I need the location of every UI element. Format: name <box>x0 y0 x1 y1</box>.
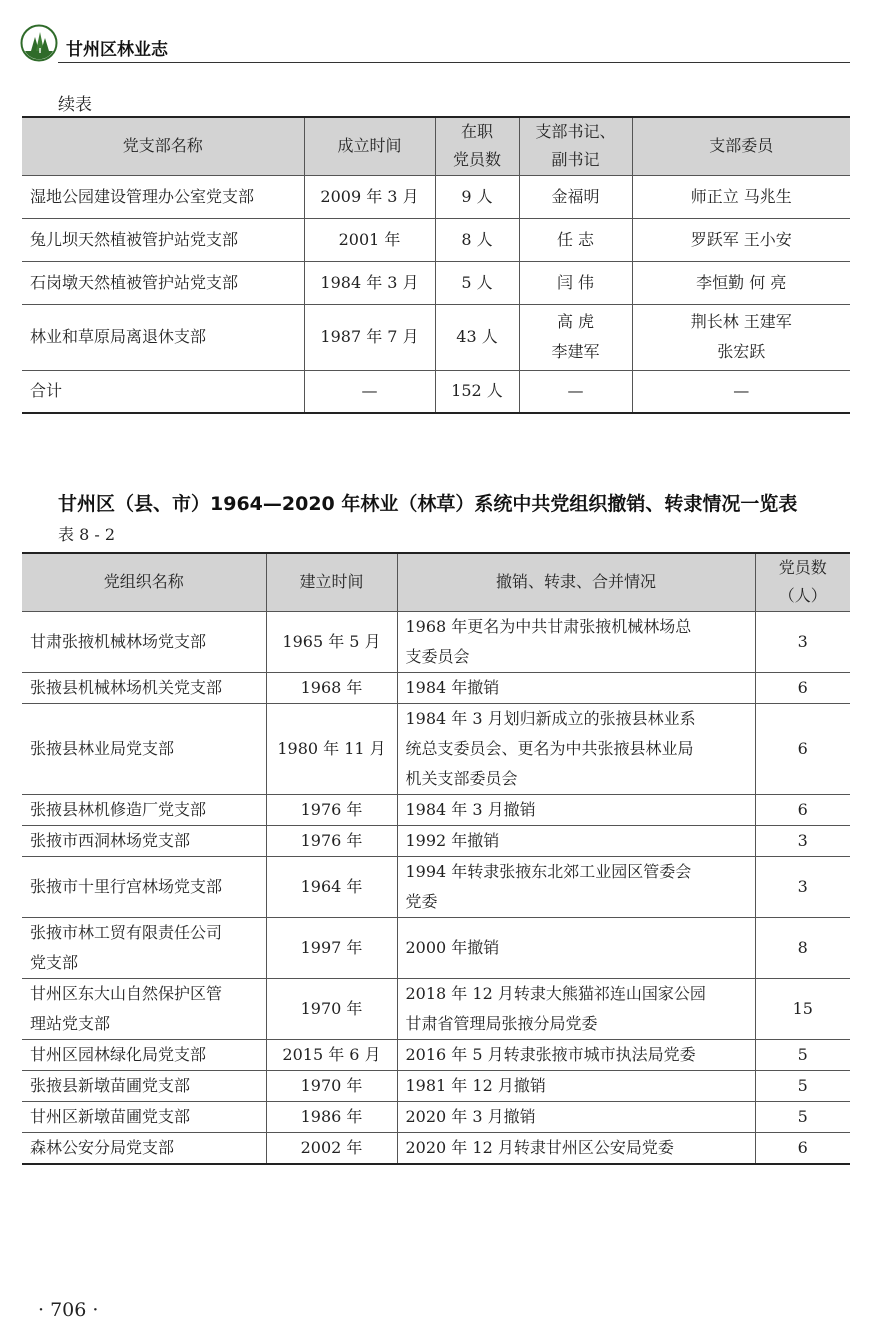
table-cell: 2000 年撤销 <box>397 917 755 978</box>
table-header-row <box>22 117 850 175</box>
table-cell: 甘州区新墩苗圃党支部 <box>22 1101 266 1132</box>
table-row <box>22 978 850 1039</box>
table-row <box>22 1039 850 1070</box>
table-cell: 9 人 <box>435 175 519 218</box>
table-cell: 甘肃张掖机械林场党支部 <box>22 611 266 672</box>
table-cell: 湿地公园建设管理办公室党支部 <box>22 175 304 218</box>
table-row <box>22 703 850 794</box>
table-cell: 1994 年转隶张掖东北郊工业园区管委会 党委 <box>397 856 755 917</box>
column-header: 党员数 （人） <box>755 553 850 611</box>
column-header: 在职 党员数 <box>435 117 519 175</box>
table-cell: 1976 年 <box>266 825 397 856</box>
table-cell: 张掖市林工贸有限责任公司 党支部 <box>22 917 266 978</box>
table-cell: 荆长林 王建军 张宏跃 <box>632 304 850 370</box>
table-cell: 1987 年 7 月 <box>304 304 435 370</box>
table-cell: 师正立 马兆生 <box>632 175 850 218</box>
table-cell: 6 <box>755 672 850 703</box>
table-cell: 1992 年撤销 <box>397 825 755 856</box>
table-cell: — <box>632 370 850 413</box>
table-row <box>22 175 850 218</box>
table-number: 表 8 - 2 <box>58 525 116 544</box>
table-row <box>22 218 850 261</box>
table-cell: 1968 年 <box>266 672 397 703</box>
table-row <box>22 304 850 370</box>
table-cell: 2016 年 5 月转隶张掖市城市执法局党委 <box>397 1039 755 1070</box>
table-cell: 2015 年 6 月 <box>266 1039 397 1070</box>
table-cell: 8 <box>755 917 850 978</box>
column-header: 党组织名称 <box>22 553 266 611</box>
table-cell: 甘州区东大山自然保护区管 理站党支部 <box>22 978 266 1039</box>
table-cell: 2018 年 12 月转隶大熊猫祁连山国家公园 甘肃省管理局张掖分局党委 <box>397 978 755 1039</box>
table-cell: 1968 年更名为中共甘肃张掖机械林场总 支委员会 <box>397 611 755 672</box>
table-cell: 2001 年 <box>304 218 435 261</box>
table-cell: 1976 年 <box>266 794 397 825</box>
table-cell: 1964 年 <box>266 856 397 917</box>
table-cell: 1984 年撤销 <box>397 672 755 703</box>
section-title: 甘州区（县、市）1964—2020 年林业（林草）系统中共党组织撤销、转隶情况一览表 <box>58 493 798 515</box>
table-row <box>22 1132 850 1164</box>
table-cell: 1984 年 3 月撤销 <box>397 794 755 825</box>
forest-trees-logo-icon <box>20 24 58 62</box>
table-cell: 1981 年 12 月撤销 <box>397 1070 755 1101</box>
table-row <box>22 1101 850 1132</box>
column-header: 撤销、转隶、合并情况 <box>397 553 755 611</box>
table-cell: 李恒勤 何 亮 <box>632 261 850 304</box>
page-number: · 706 · <box>38 1299 99 1321</box>
table-cell: 5 <box>755 1039 850 1070</box>
table-row <box>22 856 850 917</box>
table-cell: — <box>304 370 435 413</box>
table-cell: 1965 年 5 月 <box>266 611 397 672</box>
table-cell: 1984 年 3 月划归新成立的张掖县林业系 统总支委员会、更名为中共张掖县林业局 机关支部委员会 <box>397 703 755 794</box>
page-header <box>18 22 850 64</box>
table-cell: 6 <box>755 1132 850 1164</box>
table-cell: 152 人 <box>435 370 519 413</box>
table-row <box>22 917 850 978</box>
book-title: 甘州区林业志 <box>66 40 168 60</box>
table-cell: 2020 年 12 月转隶甘州区公安局党委 <box>397 1132 755 1164</box>
table-cell: 2020 年 3 月撤销 <box>397 1101 755 1132</box>
column-header: 成立时间 <box>304 117 435 175</box>
table-row <box>22 370 850 413</box>
table-cell: 高 虎 李建军 <box>519 304 632 370</box>
table-cell: 6 <box>755 703 850 794</box>
table-cell: 3 <box>755 856 850 917</box>
table-cell: 1980 年 11 月 <box>266 703 397 794</box>
column-header: 党支部名称 <box>22 117 304 175</box>
table-cell: 5 人 <box>435 261 519 304</box>
table-cell: 5 <box>755 1070 850 1101</box>
table-cell: 张掖市西洞林场党支部 <box>22 825 266 856</box>
table-cell: 43 人 <box>435 304 519 370</box>
table-cell: 1970 年 <box>266 1070 397 1101</box>
table-cell: 任 志 <box>519 218 632 261</box>
table-cell: 张掖县新墩苗圃党支部 <box>22 1070 266 1101</box>
table-header-row <box>22 553 850 611</box>
table-row <box>22 672 850 703</box>
table-row <box>22 1070 850 1101</box>
table-cell: 合计 <box>22 370 304 413</box>
table-cell: 张掖县林业局党支部 <box>22 703 266 794</box>
table-cell: 5 <box>755 1101 850 1132</box>
table-cell: 6 <box>755 794 850 825</box>
table-cell: 石岗墩天然植被管护站党支部 <box>22 261 304 304</box>
party-branch-table-continued <box>22 116 850 414</box>
table-cell: 张掖市十里行宫林场党支部 <box>22 856 266 917</box>
column-header: 建立时间 <box>266 553 397 611</box>
table-cell: 2002 年 <box>266 1132 397 1164</box>
table-cell: 8 人 <box>435 218 519 261</box>
table-cell: 1986 年 <box>266 1101 397 1132</box>
organization-change-table <box>22 552 850 1165</box>
continued-label: 续表 <box>58 95 92 115</box>
table-cell: 2009 年 3 月 <box>304 175 435 218</box>
table-row <box>22 611 850 672</box>
table-cell: 张掖县机械林场机关党支部 <box>22 672 266 703</box>
table-cell: 3 <box>755 825 850 856</box>
column-header: 支部书记、 副书记 <box>519 117 632 175</box>
table-row <box>22 825 850 856</box>
table-cell: 兔儿坝天然植被管护站党支部 <box>22 218 304 261</box>
table-row <box>22 261 850 304</box>
table-cell: 1970 年 <box>266 978 397 1039</box>
table-cell: — <box>519 370 632 413</box>
table-cell: 林业和草原局离退休支部 <box>22 304 304 370</box>
table-cell: 森林公安分局党支部 <box>22 1132 266 1164</box>
table-cell: 罗跃军 王小安 <box>632 218 850 261</box>
column-header: 支部委员 <box>632 117 850 175</box>
table-cell: 1997 年 <box>266 917 397 978</box>
table-cell: 张掖县林机修造厂党支部 <box>22 794 266 825</box>
table-cell: 15 <box>755 978 850 1039</box>
header-divider <box>58 62 850 63</box>
table-row <box>22 794 850 825</box>
table-cell: 1984 年 3 月 <box>304 261 435 304</box>
table-cell: 闫 伟 <box>519 261 632 304</box>
table-cell: 甘州区园林绿化局党支部 <box>22 1039 266 1070</box>
table-cell: 金福明 <box>519 175 632 218</box>
table-cell: 3 <box>755 611 850 672</box>
